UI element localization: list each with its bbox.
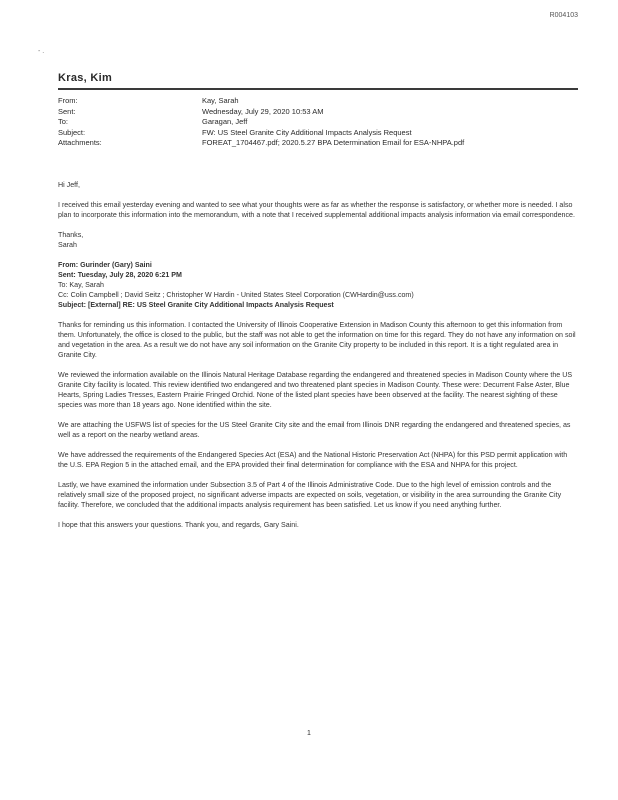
body-paragraph: We reviewed the information available on the Illinois Natural Heritage Database regarding the endangered and threatened species in Madison County where the US Granite City facility is located. This review identified two endangered and two threatened plant species in Madison County. These were: Decurrent False Aster, Blue Hearts, Spring Ladies Tresses, Eastern Prairie Fringed Orchid. None of the listed plant species have been observed at the facility. The nearest sighting of these species was more than 18 years ago. None identified within the site. (58, 371, 573, 409)
header-row-to (58, 117, 578, 128)
page-number: 1 (307, 730, 311, 737)
body-paragraph: I received this email yesterday evening and wanted to see what your thoughts were as far as whether the response is satisfactory, or whether more is needed. I also plan to incorporate this information into the memorandum, with a note that I received supplemental additional impacts analysis information via email correspondence. (58, 201, 575, 219)
header-row-attachments (58, 138, 578, 149)
header-label: Subject: (58, 127, 86, 137)
email-header (58, 96, 578, 149)
header-value: FOREAT_1704467.pdf; 2020.5.27 BPA Determination Email for ESA-NHPA.pdf (202, 138, 465, 148)
header-label: To: (58, 117, 69, 127)
header-divider (58, 88, 578, 90)
header-mark: - . (38, 48, 45, 55)
body-paragraph: Lastly, we have examined the information under Subsection 3.5 of Part 4 of the Illinois Administrative Code. Due to the high level of emission controls and the relatively small size of the proposed project, no significant adverse impacts are expected on soils, vegetation, or visibility in the area surrounding the Granite City facility. Therefore, we concluded that the additional impacts analysis requirement has been satisfied. Let us know if you need anything further. (58, 481, 562, 509)
forwarded-header (58, 260, 578, 310)
signature: Sarah (58, 241, 77, 249)
body-paragraph: Thanks for reminding us this information. I contacted the University of Illinois Cooperative Extension in Madison County this afternoon to get this information from them. Unfortunately, the office is closed to the public, but the staff was not able to get the information on time for this regard. They do not have any information on soil and vegetation in the area. As a result we do not have any soil information on the Granite City property to be included in this report. It is a tight regulated area in Granite City. (58, 321, 576, 359)
header-label: Sent: (58, 106, 76, 116)
header-value: Wednesday, July 29, 2020 10:53 AM (202, 106, 324, 116)
forwarded-sent: Sent: Tuesday, July 28, 2020 6:21 PM (58, 271, 182, 279)
bates-number: R004103 (549, 12, 578, 19)
header-value: Kay, Sarah (202, 96, 239, 105)
header-row-from (58, 96, 578, 107)
email-body (58, 180, 578, 540)
forwarded-cc: Cc: Colin Campbell ; David Seitz ; Christopher W Hardin - United States Steel Corporation (CWHardin@uss.com) (58, 291, 414, 299)
forwarded-to: To: Kay, Sarah (58, 281, 105, 289)
body-paragraph: We have addressed the requirements of the Endangered Species Act (ESA) and the National Historic Preservation Act (NHPA) for this PSD permit application with the U.S. EPA Region 5 in the attached email, and the EPA provided their final determination for compliance with the ESA and NHPA for this project. (58, 451, 568, 469)
recipient-name: Kras, Kim (58, 72, 113, 84)
body-paragraph: We are attaching the USFWS list of species for the US Steel Granite City site and the email from Illinois DNR regarding the endangered and threatened species, as well as a report on the nearby wetland areas. (58, 421, 571, 439)
signature-block (58, 230, 578, 250)
header-row-sent (58, 107, 578, 118)
header-row-subject (58, 128, 578, 139)
header-value: FW: US Steel Granite City Additional Impacts Analysis Request (202, 127, 412, 137)
forwarded-from: From: Gurinder (Gary) Saini (58, 261, 152, 269)
greeting: Hi Jeff, (58, 181, 80, 189)
header-label: Attachments: (58, 138, 102, 148)
header-label: From: (58, 96, 78, 105)
header-value: Garagan, Jeff (202, 117, 248, 127)
closing: Thanks, (58, 231, 84, 239)
body-paragraph: I hope that this answers your questions. Thank you, and regards, Gary Saini. (58, 521, 299, 529)
forwarded-subject: Subject: [External] RE: US Steel Granite City Additional Impacts Analysis Request (58, 301, 334, 309)
